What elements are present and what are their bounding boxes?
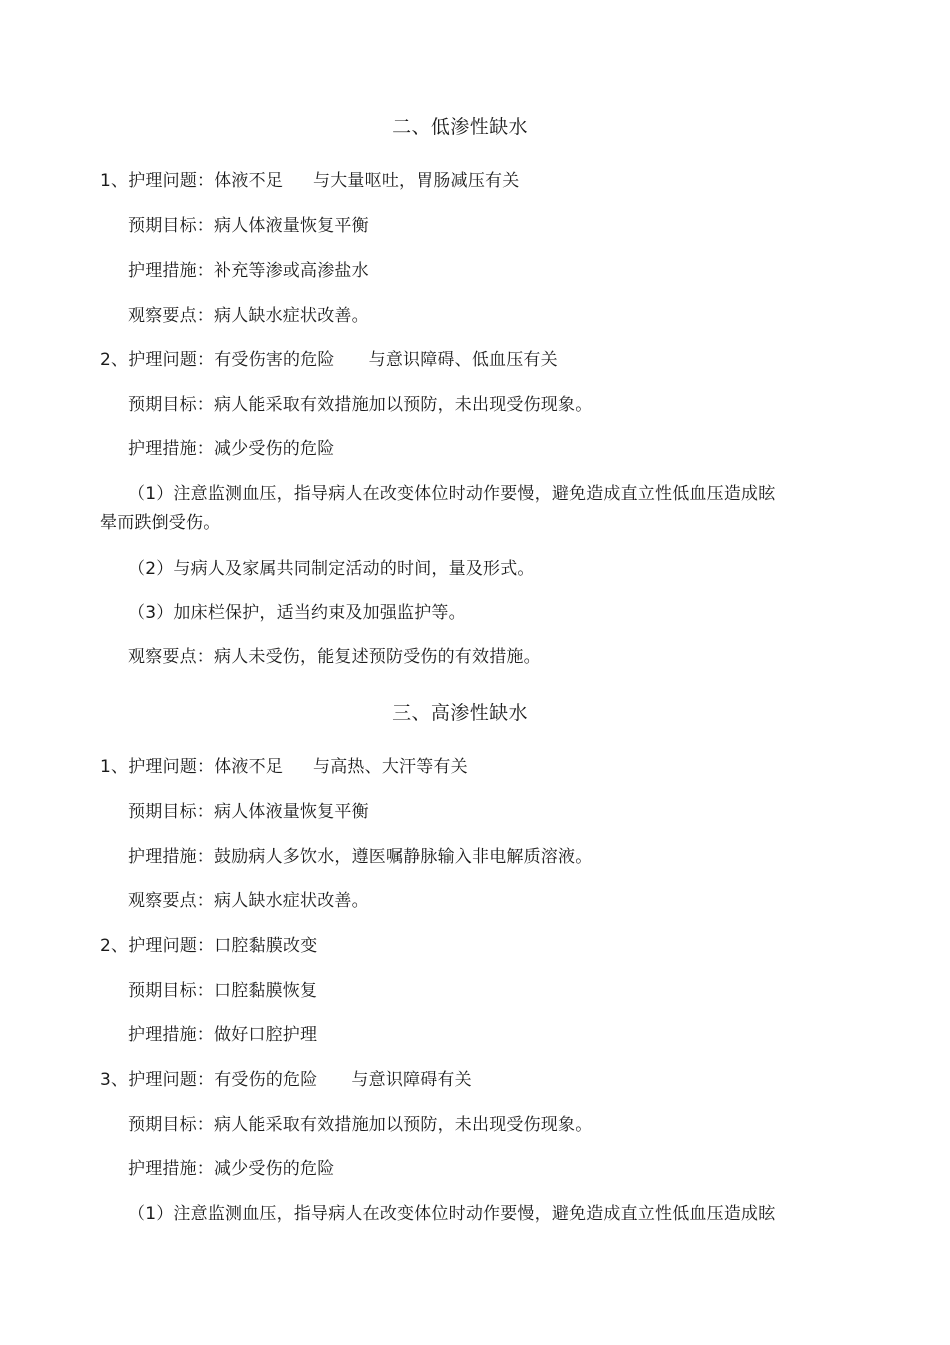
goal-line: 预期目标：病人体液量恢复平衡 xyxy=(128,802,369,822)
observation-line: 观察要点：病人缺水症状改善。 xyxy=(128,891,369,911)
goal-line: 预期目标：病人能采取有效措施加以预防，未出现受伤现象。 xyxy=(128,395,593,415)
measure-item-line: （1）注意监测血压，指导病人在改变体位时动作要慢，避免造成直立性低血压造成眩 xyxy=(128,1204,776,1224)
section-heading-hypotonic: 二、低渗性缺水 xyxy=(392,116,528,138)
observation-line: 观察要点：病人未受伤，能复述预防受伤的有效措施。 xyxy=(128,647,541,667)
problem-line: 1、护理问题：体液不足 与高热、大汗等有关 xyxy=(100,757,468,777)
measure-line: 护理措施：减少受伤的危险 xyxy=(128,1159,335,1179)
measure-item-line: （3）加床栏保护，适当约束及加强监护等。 xyxy=(128,603,466,623)
problem-line: 3、护理问题：有受伤的危险 与意识障碍有关 xyxy=(100,1070,472,1090)
problem-line: 2、护理问题：口腔黏膜改变 xyxy=(100,936,318,956)
section-heading-hypertonic: 三、高渗性缺水 xyxy=(392,702,528,724)
measure-line: 护理措施：减少受伤的危险 xyxy=(128,439,335,459)
goal-line: 预期目标：病人体液量恢复平衡 xyxy=(128,216,369,236)
observation-line: 观察要点：病人缺水症状改善。 xyxy=(128,306,369,326)
measure-line: 护理措施：补充等渗或高渗盐水 xyxy=(128,261,369,281)
measure-line: 护理措施：鼓励病人多饮水，遵医嘱静脉输入非电解质溶液。 xyxy=(128,847,593,867)
problem-line: 1、护理问题：体液不足 与大量呕吐，胃肠减压有关 xyxy=(100,171,520,191)
measure-item-line: （2）与病人及家属共同制定活动的时间，量及形式。 xyxy=(128,559,535,579)
measure-line: 护理措施：做好口腔护理 xyxy=(128,1025,318,1045)
problem-line: 2、护理问题：有受伤害的危险 与意识障碍、低血压有关 xyxy=(100,350,558,370)
goal-line: 预期目标：病人能采取有效措施加以预防，未出现受伤现象。 xyxy=(128,1115,593,1135)
measure-item-line: （1）注意监测血压，指导病人在改变体位时动作要慢，避免造成直立性低血压造成眩 xyxy=(128,484,776,504)
measure-item-continuation: 晕而跌倒受伤。 xyxy=(100,513,221,533)
goal-line: 预期目标：口腔黏膜恢复 xyxy=(128,981,318,1001)
